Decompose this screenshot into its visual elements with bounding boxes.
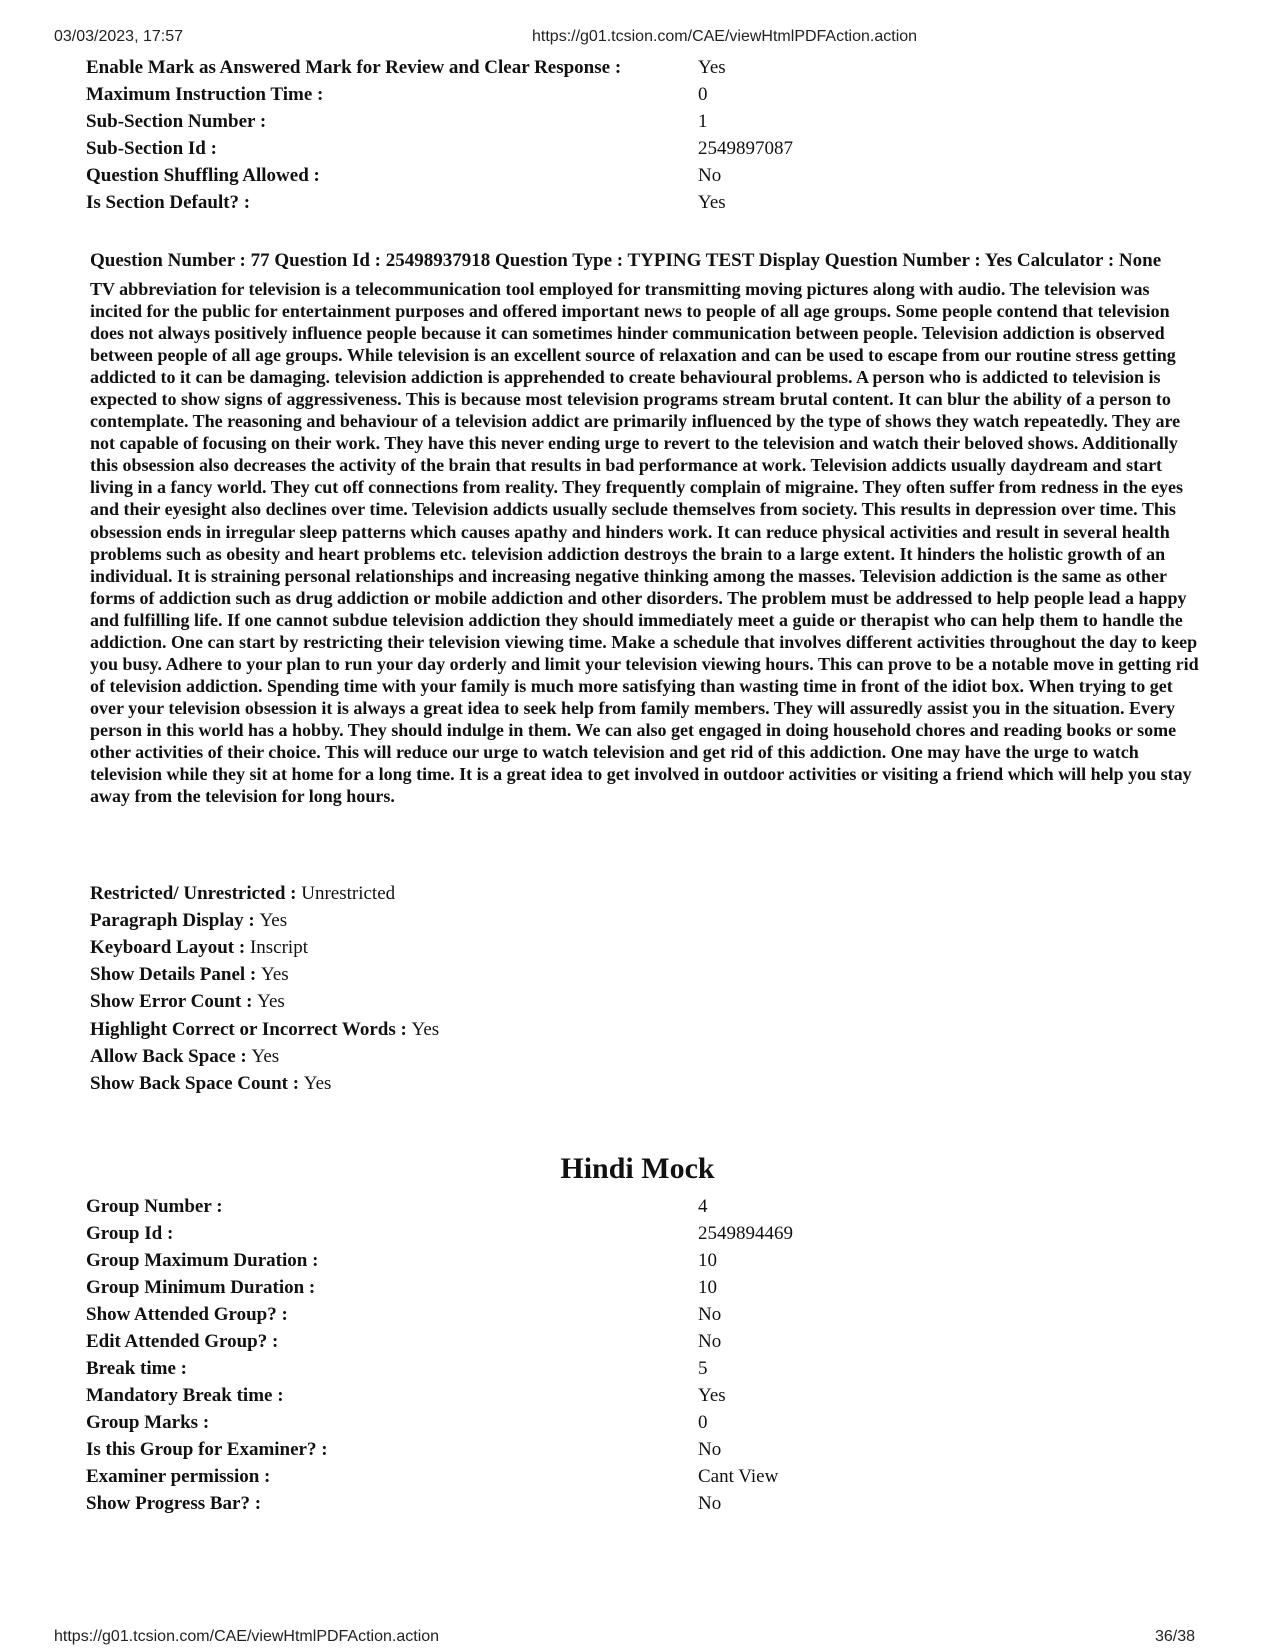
group-row	[86, 1247, 1206, 1274]
group-value: 4	[698, 1195, 708, 1217]
group-row	[86, 1409, 1206, 1436]
group-value: No	[698, 1492, 722, 1514]
settings-row	[86, 108, 1206, 135]
property-row	[90, 1016, 439, 1043]
property-value: Yes	[257, 991, 285, 1013]
property-label: Keyboard Layout :	[90, 936, 246, 958]
property-label: Paragraph Display :	[90, 909, 255, 931]
group-value: Cant View	[698, 1465, 779, 1487]
property-row	[90, 1070, 439, 1097]
group-row	[86, 1274, 1206, 1301]
property-value: Yes	[303, 1072, 332, 1094]
group-row	[86, 1355, 1206, 1382]
property-row	[90, 1043, 439, 1070]
print-url: https://g01.tcsion.com/CAE/viewHtmlPDFAction.action	[532, 28, 918, 45]
page-number: 36/38	[1154, 1628, 1195, 1645]
group-label: Mandatory Break time :	[86, 1384, 284, 1406]
group-label: Group Number :	[86, 1195, 223, 1217]
group-value: 10	[698, 1276, 717, 1298]
group-row	[86, 1328, 1206, 1355]
group-title: Hindi Mock	[560, 1152, 715, 1185]
property-label: Show Error Count :	[90, 991, 253, 1013]
settings-row	[86, 135, 1206, 162]
group-value: No	[698, 1303, 722, 1325]
group-label: Break time :	[86, 1357, 187, 1379]
group-row	[86, 1490, 1206, 1517]
group-label: Edit Attended Group? :	[86, 1330, 279, 1352]
settings-label: Enable Mark as Answered Mark for Review and Clear Response :	[86, 56, 622, 78]
settings-value: 2549897087	[698, 137, 793, 159]
property-label: Show Details Panel :	[90, 964, 257, 986]
property-value: Yes	[251, 1045, 280, 1067]
settings-row	[86, 81, 1206, 108]
group-label: Show Attended Group? :	[86, 1303, 288, 1325]
property-value: Yes	[259, 909, 288, 931]
property-label: Allow Back Space :	[90, 1045, 247, 1067]
property-value: Unrestricted	[301, 882, 396, 904]
property-row	[90, 907, 439, 934]
settings-label: Sub-Section Id :	[86, 137, 217, 159]
group-value: No	[698, 1330, 722, 1352]
group-settings-table	[86, 1193, 1206, 1517]
group-row	[86, 1220, 1206, 1247]
property-label: Show Back Space Count :	[90, 1072, 300, 1094]
group-label: Group Id :	[86, 1222, 174, 1244]
group-label: Examiner permission :	[86, 1465, 271, 1487]
settings-row	[86, 54, 1206, 81]
question-block	[90, 250, 1200, 807]
group-row	[86, 1463, 1206, 1490]
settings-value: 0	[698, 83, 708, 105]
property-row	[90, 989, 439, 1016]
property-label: Highlight Correct or Incorrect Words :	[90, 1018, 407, 1040]
property-value: Inscript	[249, 936, 308, 958]
settings-label: Is Section Default? :	[86, 191, 251, 213]
group-value: Yes	[698, 1384, 726, 1406]
property-value: Yes	[411, 1018, 440, 1040]
group-value: 5	[698, 1357, 708, 1379]
group-label: Is this Group for Examiner? :	[86, 1438, 328, 1460]
property-value: Yes	[261, 964, 289, 986]
settings-value: No	[698, 164, 722, 186]
typing-passage: TV abbreviation for television is a telecommunication tool employed for transmitting moving pictures along with audio. The television was incited for the public for entertainment purposes and offered important news to people of all age groups. Some people contend that television does not always positively influence people because it can sometimes hinder communication between people. Television addiction is observed between people of all age groups. While television is an excellent source of relaxation and can be used to escape from our routine stress getting addicted to it can be damaging. television addiction is apprehended to create behavioural problems. A person who is addicted to television is expected to show signs of aggressiveness. This is because most television programs stream brutal content. It can blur the ability of a person to contemplate. The reasoning and behaviour of a television addict are primarily influenced by the type of shows they watch repeatedly. They are not capable of focusing on their work. They have this never ending urge to revert to the television and watch their beloved shows. Additionally this obsession also decreases the activity of the brain that results in bad performance at work. Television addicts usually daydream and start living in a fancy world. They cut off connections from reality. They frequently complain of migraine. They often suffer from redness in the eyes and their eyesight also declines over time. Television addicts usually seclude themselves from society. This results in depression over time. This obsession ends in irregular sleep patterns which causes apathy and hinders work. It can reduce physical activities and result in several health problems such as obesity and heart problems etc. television addiction destroys the brain to a large extent. It hinders the holistic growth of an individual. It is straining personal relationships and increasing negative thinking among the masses. Television addiction is the same as other forms of addiction such as drug addiction or mobile addiction and other disorders. The problem must be addressed to help people lead a happy and fulfilling life. If one cannot subdue television addiction they should immediately meet a guide or therapist who can help them to handle the addiction. One can start by restricting their television viewing time. Make a schedule that involves different activities throughout the day to keep you busy. Adhere to your plan to run your day orderly and limit your television viewing hours. This can prove to be a notable move in getting rid of television addiction. Spending time with your family is much more satisfying than wasting time in front of the idiot box. When trying to get over your television obsession it is always a great idea to seek help from family members. They will assuredly assist you in the situation. Every person in this world has a hobby. They should indulge in them. We can also get engaged in doing household chores and reading books or some other activities of their choice. This will reduce our urge to watch television and get rid of this addiction. One may have the urge to watch television while they sit at home for a long time. It is a great idea to get involved in outdoor activities or visiting a friend which will help you stay away from the television for long hours.	[90, 279, 1199, 807]
settings-label: Sub-Section Number :	[86, 110, 267, 132]
settings-row	[86, 189, 1206, 216]
group-value: 0	[698, 1411, 708, 1433]
property-row	[90, 962, 439, 989]
settings-value: Yes	[698, 191, 726, 213]
group-label: Group Minimum Duration :	[86, 1276, 316, 1298]
question-header: Question Number : 77 Question Id : 25498937918 Question Type : TYPING TEST Display Question Number : Yes Calculator : None	[90, 250, 1162, 271]
group-row	[86, 1436, 1206, 1463]
group-label: Show Progress Bar? :	[86, 1492, 262, 1514]
group-label: Group Maximum Duration :	[86, 1249, 319, 1271]
property-row	[90, 934, 439, 961]
settings-value: Yes	[698, 56, 726, 78]
property-label: Restricted/ Unrestricted :	[90, 882, 297, 904]
group-value: 2549894469	[698, 1222, 793, 1244]
group-row	[86, 1301, 1206, 1328]
print-datetime: 03/03/2023, 17:57	[54, 28, 184, 45]
group-label: Group Marks :	[86, 1411, 210, 1433]
group-row	[86, 1382, 1206, 1409]
footer-url: https://g01.tcsion.com/CAE/viewHtmlPDFAction.action	[54, 1628, 440, 1645]
group-value: No	[698, 1438, 722, 1460]
section-settings-table	[86, 54, 1206, 216]
settings-value: 1	[698, 110, 708, 132]
settings-row	[86, 162, 1206, 189]
group-row	[86, 1193, 1206, 1220]
settings-label: Maximum Instruction Time :	[86, 83, 324, 105]
question-properties	[90, 880, 439, 1098]
group-value: 10	[698, 1249, 717, 1271]
property-row	[90, 880, 439, 907]
settings-label: Question Shuffling Allowed :	[86, 164, 320, 186]
